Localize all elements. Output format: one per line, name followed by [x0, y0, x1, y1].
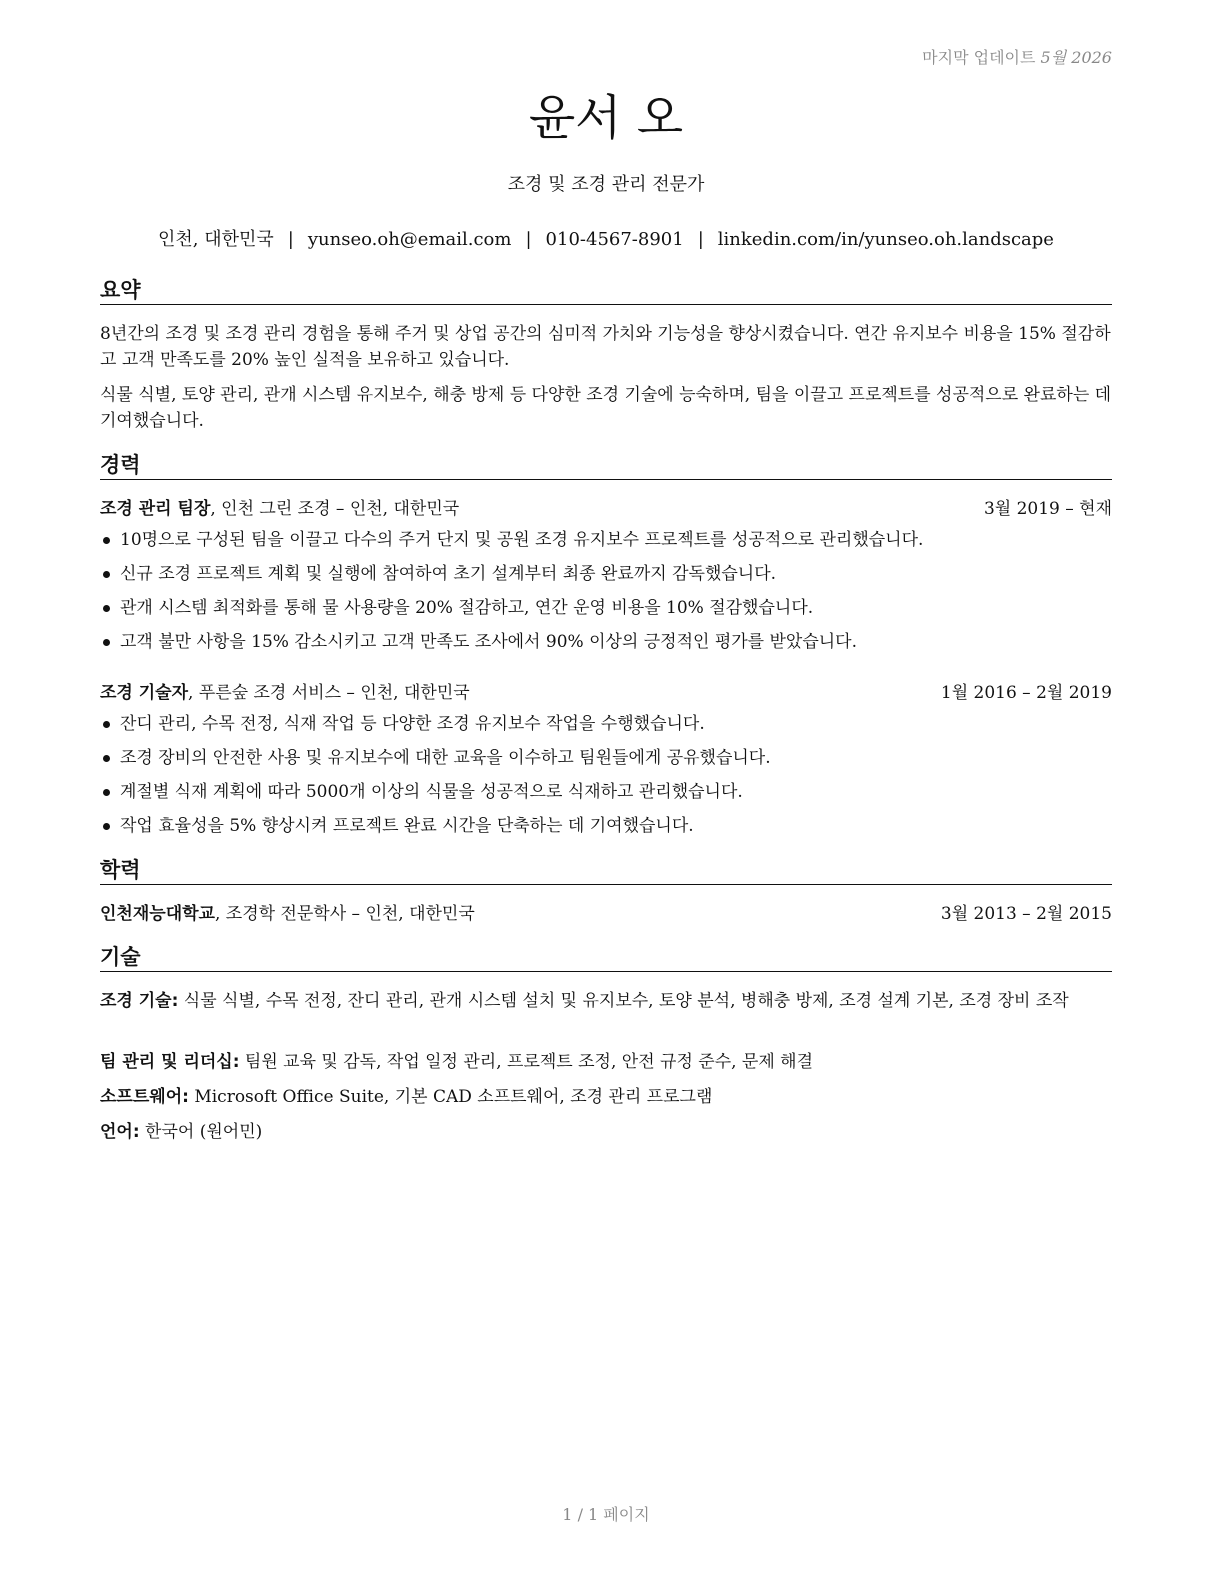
skill-value: 식물 식별, 수목 전정, 잔디 관리, 관개 시스템 설치 및 유지보수, 토양 분석, 병해충 방제, 조경 설계 기본, 조경 장비 조작 — [178, 991, 1069, 1011]
education-dates: 3월 2013 – 2월 2015 — [940, 904, 1112, 924]
list-item: 잔디 관리, 수목 전정, 식재 작업 등 다양한 조경 유지보수 작업을 수행했습니다. — [100, 711, 1112, 737]
list-item: 조경 장비의 안전한 사용 및 유지보수에 대한 교육을 이수하고 팀원들에게 공유했습니다. — [100, 745, 1112, 771]
skill-value: 팀원 교육 및 감독, 작업 일정 관리, 프로젝트 조정, 안전 규정 준수, 문제 해결 — [239, 1052, 814, 1072]
job-bullets — [100, 527, 1112, 663]
education-entry — [100, 901, 1112, 927]
skill-label: 언어: — [100, 1122, 140, 1142]
education-school: 인천재능대학교 — [100, 904, 215, 924]
skill-line — [100, 1049, 1112, 1075]
job-role: 조경 관리 팀장 — [100, 499, 211, 519]
job-bullets — [100, 711, 1112, 847]
contact-location: 인천, 대한민국 — [158, 229, 274, 250]
last-updated-date: 5월 2026 — [1040, 48, 1112, 67]
list-item: 고객 불만 사항을 15% 감소시키고 고객 만족도 조사에서 90% 이상의 긍정적인 평가를 받았습니다. — [100, 629, 1112, 655]
last-updated-label: 마지막 업데이트 — [922, 48, 1036, 67]
contact-separator: | — [697, 229, 704, 250]
contact-separator: | — [525, 229, 532, 250]
list-item: 계절별 식재 계획에 따라 5000개 이상의 식물을 성공적으로 식재하고 관리했습니다. — [100, 779, 1112, 805]
job-header — [100, 496, 1112, 522]
skill-value: Microsoft Office Suite, 기본 CAD 소프트웨어, 조경 관리 프로그램 — [188, 1087, 713, 1107]
skill-label: 조경 기술: — [100, 991, 179, 1011]
skill-value: 한국어 (원어민) — [139, 1122, 263, 1142]
skill-line — [100, 988, 1112, 1014]
page-indicator: 1 / 1 페이지 — [562, 1505, 650, 1524]
list-item: 10명으로 구성된 팀을 이끌고 다수의 주거 단지 및 공원 조경 유지보수 프로젝트를 성공적으로 관리했습니다. — [100, 527, 1112, 553]
candidate-name: 윤서 오 — [528, 90, 684, 146]
section-heading-experience: 경력 — [100, 451, 1112, 480]
contact-separator: | — [287, 229, 294, 250]
education-detail: , 조경학 전문학사 – 인천, 대한민국 — [214, 904, 475, 924]
last-updated — [922, 45, 1112, 68]
skill-line — [100, 1084, 1112, 1110]
summary-paragraph: 8년간의 조경 및 조경 관리 경험을 통해 주거 및 상업 공간의 심미적 가치와 기능성을 향상시켰습니다. 연간 유지보수 비용을 15% 절감하고 고객 만족도를 20% 높인 실적을 보유하고 있습니다. — [100, 324, 1111, 370]
job-header — [100, 680, 1112, 706]
skill-label: 소프트웨어: — [100, 1087, 189, 1107]
job-dates: 3월 2019 – 현재 — [983, 499, 1112, 519]
list-item: 관개 시스템 최적화를 통해 물 사용량을 20% 절감하고, 연간 운영 비용을 10% 절감했습니다. — [100, 595, 1112, 621]
summary-paragraph: 식물 식별, 토양 관리, 관개 시스템 유지보수, 해충 방제 등 다양한 조경 기술에 능숙하며, 팀을 이끌고 프로젝트를 성공적으로 완료하는 데 기여했습니다. — [100, 385, 1112, 431]
contact-linkedin[interactable]: linkedin.com/in/yunseo.oh.landscape — [717, 229, 1054, 250]
job-role: 조경 기술자 — [100, 683, 189, 703]
contact-email[interactable]: yunseo.oh@email.com — [307, 229, 512, 250]
skill-label: 팀 관리 및 리더십: — [100, 1052, 240, 1072]
section-heading-education: 학력 — [100, 856, 1112, 885]
job-org: , 푸른숲 조경 서비스 – 인천, 대한민국 — [188, 683, 470, 703]
skill-line — [100, 1119, 1112, 1145]
job-dates: 1월 2016 – 2월 2019 — [940, 683, 1112, 703]
section-heading-skills: 기술 — [100, 943, 1112, 972]
list-item: 신규 조경 프로젝트 계획 및 실행에 참여하여 초기 설계부터 최종 완료까지 감독했습니다. — [100, 561, 1112, 587]
contact-phone[interactable]: 010-4567-8901 — [545, 229, 684, 250]
section-heading-summary: 요약 — [100, 276, 1112, 305]
contact-line — [100, 225, 1112, 251]
job-org: , 인천 그린 조경 – 인천, 대한민국 — [210, 499, 460, 519]
candidate-title: 조경 및 조경 관리 전문가 — [507, 174, 705, 195]
list-item: 작업 효율성을 5% 향상시켜 프로젝트 완료 시간을 단축하는 데 기여했습니다. — [100, 813, 1112, 839]
